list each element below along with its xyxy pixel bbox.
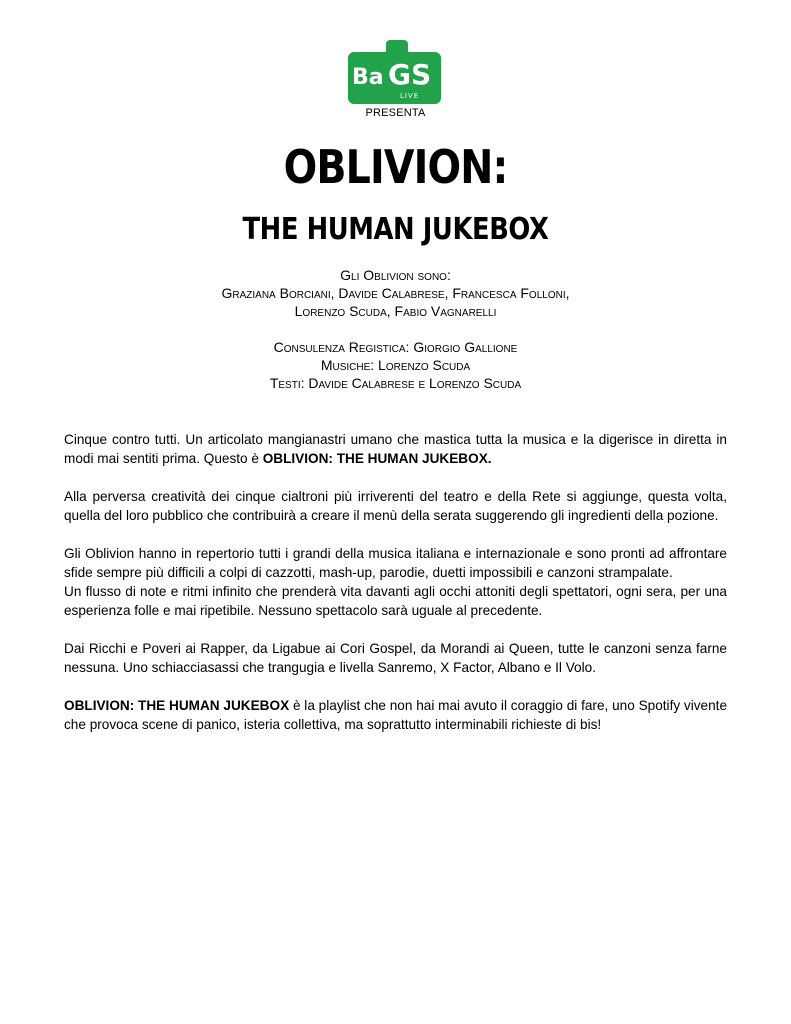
paragraph-3: Gli Oblivion hanno in repertorio tutti i grandi della musica italiana e internazionale e sono pronti ad affrontare sfide sempre più difficili a colpi di cazzotti, mash-up, parodie, duetti impossibili e canzoni strampalate.	[64, 546, 727, 580]
paragraph-1-text: Cinque contro tutti. Un articolato mangianastri umano che mastica tutta la musica e la digerisce in diretta in modi mai sentiti prima. Questo è	[64, 432, 727, 466]
page-subtitle: THE HUMAN JUKEBOX	[242, 212, 549, 247]
cast-line: Graziana Borciani, Davide Calabrese, Francesca Folloni,	[221, 285, 570, 301]
cast-credits	[0, 266, 791, 320]
paragraph-1-bold: OBLIVION: THE HUMAN JUKEBOX.	[262, 451, 492, 466]
paragraph-5: Dai Ricchi e Poveri ai Rapper, da Ligabue ai Cori Gospel, da Morandi ai Queen, tutte le canzoni senza farne nessuna. Uno schiacciasassi che trangugia e livella Sanremo, X Factor, Albano e Il Volo.	[64, 641, 727, 675]
crew-line: Consulenza Registica: Giorgio Gallione	[273, 339, 518, 355]
logo-text-gs: GS	[388, 58, 432, 91]
paragraph-2: Alla perversa creatività dei cinque cialtroni più irriverenti del teatro e della Rete si aggiunge, questa volta, quella del loro pubblico che contribuirà a creare il menù della serata suggerendo gli ingredienti della pozione.	[64, 489, 727, 523]
paragraph-1	[64, 430, 727, 468]
logo-text-live: LIVE	[400, 92, 420, 100]
page-title: OBLIVION:	[283, 140, 508, 194]
crew-line: Musiche: Lorenzo Scuda	[320, 357, 471, 373]
bags-live-logo	[348, 40, 441, 104]
crew-credits	[0, 338, 791, 392]
cast-line: Lorenzo Scuda, Fabio Vagnarelli	[294, 303, 497, 319]
presenta-label: PRESENTA	[365, 107, 426, 119]
cast-line: Gli Oblivion sono:	[340, 267, 451, 283]
paragraph-6-text: è la playlist che non hai mai avuto il coraggio di fare, uno Spotify vivente che provoca scene di panico, isteria collettiva, ma soprattutto interminabili richieste di bis!	[64, 698, 728, 732]
body-text	[64, 430, 727, 753]
paragraph-4: Un flusso di note e ritmi infinito che prenderà vita davanti agli occhi attoniti degli spettatori, ogni sera, per una esperienza folle e mai ripetibile. Nessuno spettacolo sarà uguale al precedente.	[64, 584, 727, 618]
paragraph-6-bold: OBLIVION: THE HUMAN JUKEBOX	[64, 698, 290, 713]
logo-text-ba: Ba	[352, 65, 384, 90]
paragraph-6	[64, 696, 727, 734]
crew-line: Testi: Davide Calabrese e Lorenzo Scuda	[269, 375, 522, 391]
